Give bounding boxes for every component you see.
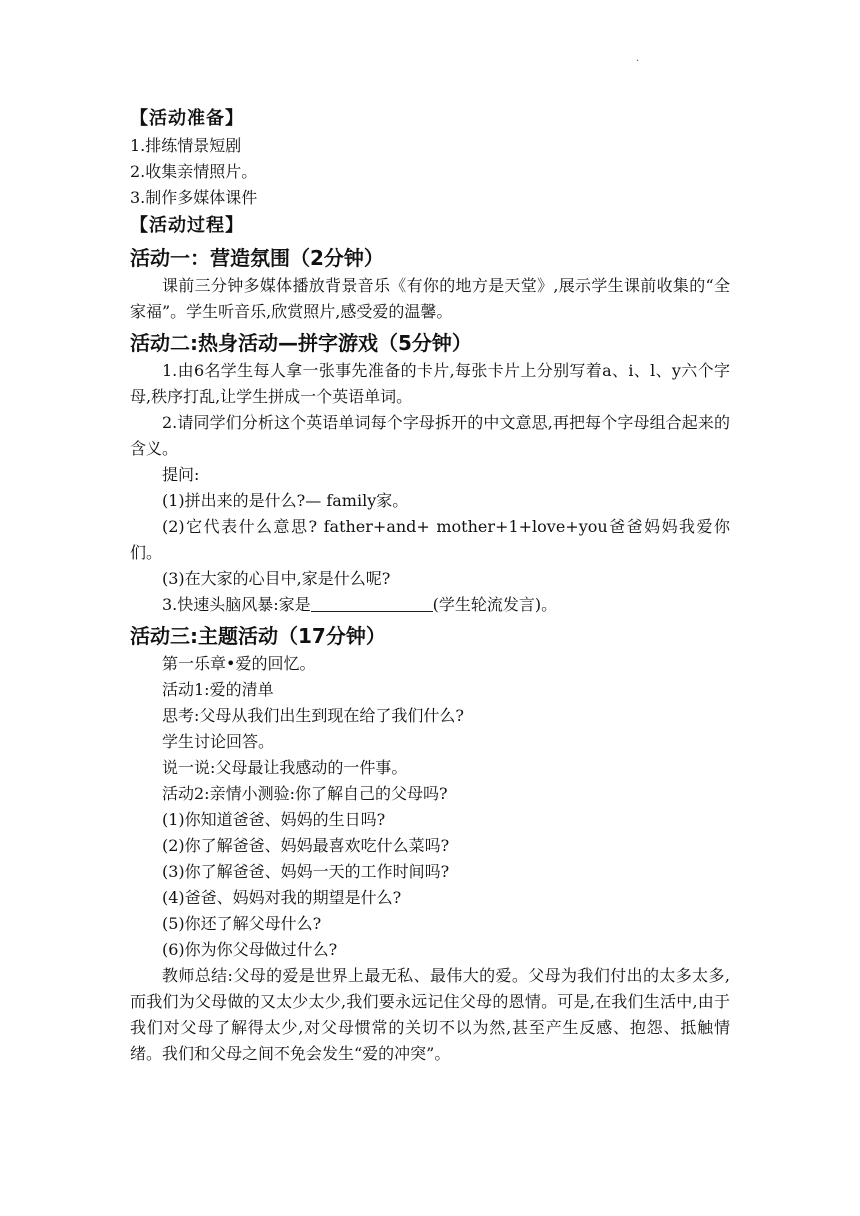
quiz-question: (1)你知道爸爸、妈妈的生日吗? — [162, 810, 386, 829]
activity-3-line: 学生讨论回答。 — [162, 732, 275, 751]
quiz-question: (4)爸爸、妈妈对我的期望是什么? — [162, 888, 402, 907]
quiz-question: (3)你了解爸爸、妈妈一天的工作时间吗? — [162, 862, 450, 881]
quiz-question: (5)你还了解父母什么? — [162, 914, 322, 933]
activity-3-line: 说一说:父母最让我感动的一件事。 — [162, 758, 408, 777]
prep-item: 3.制作多媒体课件 — [130, 188, 258, 207]
activity-3-line: 思考:父母从我们出生到现在给了我们什么? — [162, 706, 464, 725]
brainstorm-line — [130, 592, 730, 618]
activity-1-title: 活动一：营造氛围（2分钟） — [130, 246, 384, 270]
activity-2-step-2: 2.请同学们分析这个英语单词每个字母拆开的中文意思,再把每个字母组合起来的含义。 — [130, 413, 730, 458]
quiz-question: (6)你为你父母做过什么? — [162, 940, 338, 959]
activity-3-line: 活动1:爱的清单 — [162, 680, 274, 699]
question-prompt: 提问: — [162, 465, 200, 484]
question-1: (1)拼出来的是什么?— family家。 — [162, 491, 409, 510]
prep-item: 1.排练情景短剧 — [130, 136, 242, 155]
quiz-question: (2)你了解爸爸、妈妈最喜欢吃什么菜吗? — [162, 836, 450, 855]
brainstorm-suffix: (学生轮流发言)。 — [432, 595, 558, 614]
activity-3-line: 活动2:亲情小测验:你了解自己的父母吗? — [162, 784, 448, 803]
document-body — [130, 104, 730, 1067]
brainstorm-prefix: 3.快速头脑风暴:家是 — [162, 595, 311, 614]
question-2: (2)它代表什么意思? father+and+ mother+1+love+you爸爸妈妈我爱你们。 — [130, 517, 730, 562]
section-heading-process: 【活动过程】 — [130, 215, 244, 236]
page-mark: · — [636, 56, 640, 67]
activity-3-title: 活动三:主题活动（17分钟） — [130, 624, 386, 648]
fill-in-blank — [311, 593, 433, 612]
activity-1-paragraph: 课前三分钟多媒体播放背景音乐《有你的地方是天堂》,展示学生课前收集的“全家福”。学生听音乐,欣赏照片,感受爱的温馨。 — [130, 276, 730, 321]
activity-3-line: 第一乐章•爱的回忆。 — [162, 654, 316, 673]
teacher-summary: 教师总结:父母的爱是世界上最无私、最伟大的爱。父母为我们付出的太多太多,而我们为父母做的又太少太少,我们要永远记住父母的恩情。可是,在我们生活中,由于我们对父母了解得太少,对父母惯常的关切不以为然,甚至产生反感、抱怨、抵触情绪。我们和父母之间不免会发生“爱的冲突”。 — [130, 966, 730, 1063]
question-3: (3)在大家的心目中,家是什么呢? — [162, 569, 391, 588]
prep-item: 2.收集亲情照片。 — [130, 162, 258, 181]
section-heading-preparation: 【活动准备】 — [130, 108, 244, 129]
activity-2-step-1: 1.由6名学生每人拿一张事先准备的卡片,每张卡片上分别写着a、i、l、y六个字母,秩序打乱,让学生拼成一个英语单词。 — [130, 361, 730, 406]
activity-2-title: 活动二:热身活动—拼字游戏（5分钟） — [130, 331, 472, 355]
